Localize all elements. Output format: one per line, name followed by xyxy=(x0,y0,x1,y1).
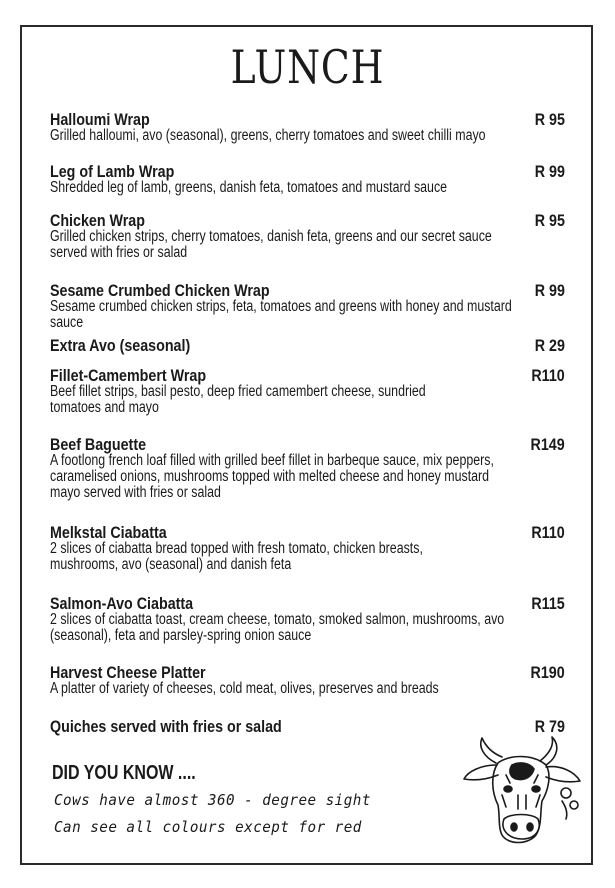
item-name: Extra Avo (seasonal) xyxy=(50,336,191,355)
item-description: Grilled halloumi, avo (seasonal), greens, cherry tomatoes and sweet chilli mayo xyxy=(50,127,486,144)
item-name: Leg of Lamb Wrap xyxy=(50,162,175,181)
item-name: Sesame Crumbed Chicken Wrap xyxy=(50,281,270,300)
item-price: R110 xyxy=(531,523,565,542)
item-price: R115 xyxy=(531,594,565,613)
item-description: Shredded leg of lamb, greens, danish feta, tomatoes and mustard sauce xyxy=(50,179,448,196)
item-name: Salmon-Avo Ciabatta xyxy=(50,594,194,613)
item-description: Sesame crumbed chicken strips, feta, tomatoes and greens with honey and mustard sauce xyxy=(50,298,512,331)
item-description: Grilled chicken strips, cherry tomatoes, danish feta, greens and our secret sauce served with fries or salad xyxy=(50,228,492,261)
item-name: Melkstal Ciabatta xyxy=(50,523,167,542)
item-price: R 99 xyxy=(534,281,565,300)
cow-head-icon xyxy=(462,735,584,847)
item-price: R 99 xyxy=(534,162,565,181)
did-you-know-heading: DID YOU KNOW .... xyxy=(52,762,196,784)
item-description: Beef fillet strips, basil pesto, deep fried camembert cheese, sundried tomatoes and mayo xyxy=(50,383,426,416)
item-price: R190 xyxy=(530,663,565,682)
item-name: Fillet-Camembert Wrap xyxy=(50,366,207,385)
item-price: R149 xyxy=(530,435,565,454)
item-name: Harvest Cheese Platter xyxy=(50,663,206,682)
item-description: 2 slices of ciabatta toast, cream cheese, tomato, smoked salmon, mushrooms, avo (seasonal), feta and parsley-spring onion sauce xyxy=(50,611,505,644)
item-price: R 29 xyxy=(534,336,565,355)
item-price: R 79 xyxy=(534,717,565,736)
item-name: Beef Baguette xyxy=(50,435,147,454)
item-description: A platter of variety of cheeses, cold meat, olives, preserves and breads xyxy=(50,680,439,697)
item-price: R110 xyxy=(531,366,565,385)
item-name: Quiches served with fries or salad xyxy=(50,717,282,736)
item-name: Halloumi Wrap xyxy=(50,110,150,129)
fact-line: Can see all colours except for red xyxy=(54,818,362,836)
menu-title: LUNCH xyxy=(230,40,385,94)
item-name: Chicken Wrap xyxy=(50,211,145,230)
item-description: 2 slices of ciabatta bread topped with fresh tomato, chicken breasts, mushrooms, avo (seasonal) and danish feta xyxy=(50,540,423,573)
item-price: R 95 xyxy=(534,110,565,129)
fact-line: Cows have almost 360 - degree sight xyxy=(54,791,371,809)
item-description: A footlong french loaf filled with grilled beef fillet in barbeque sauce, mix peppers, caramelised onions, mushrooms topped with melted cheese and honey mustard mayo served with fries or salad xyxy=(50,452,494,501)
item-price: R 95 xyxy=(534,211,565,230)
